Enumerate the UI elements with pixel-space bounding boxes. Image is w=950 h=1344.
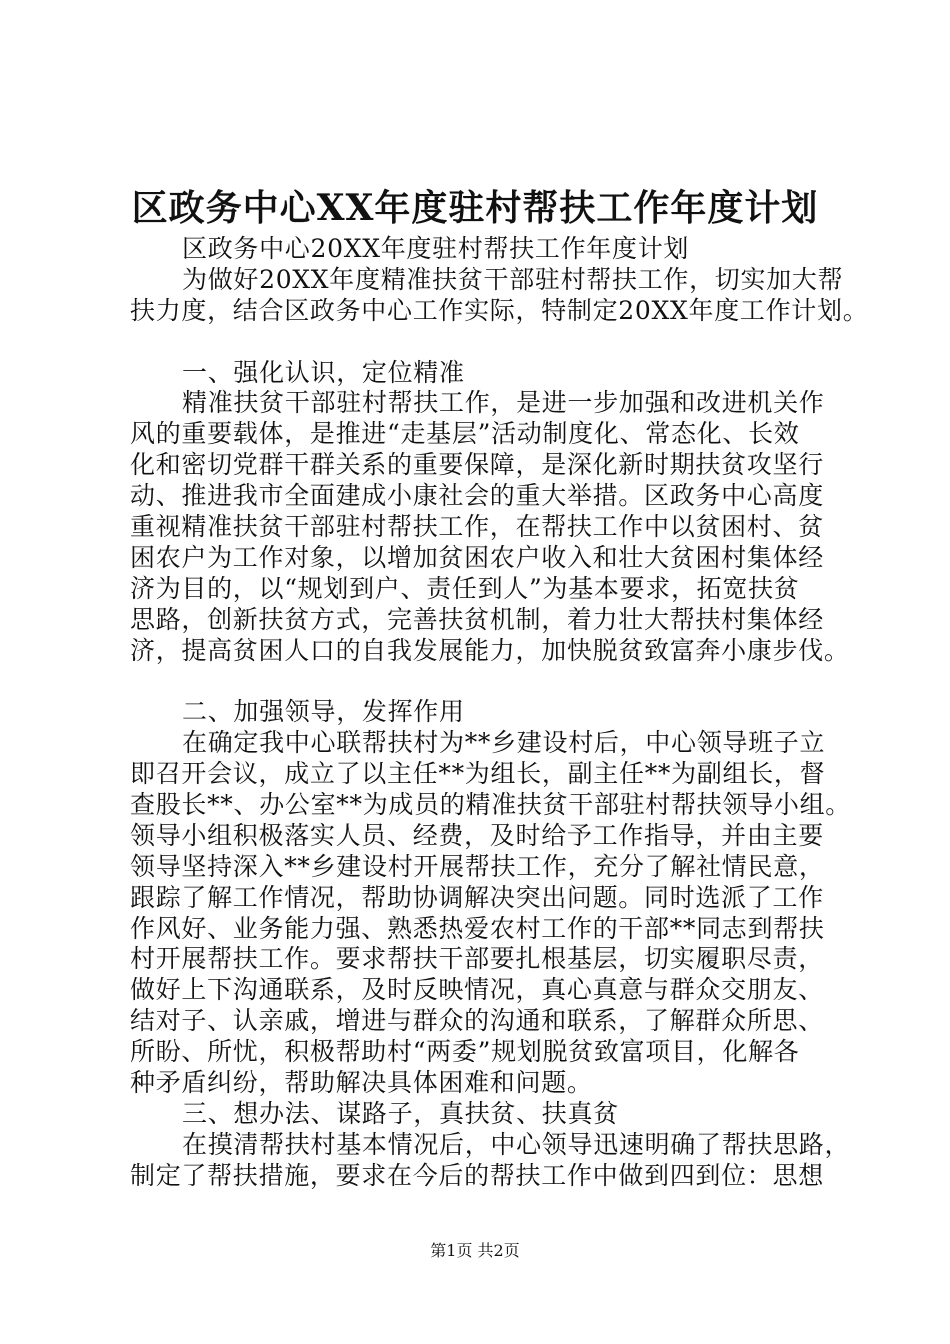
paragraph-line: 思路，创新扶贫方式，完善扶贫机制，着力壮大帮扶村集体经 xyxy=(130,604,824,634)
paragraph-line: 困农户为工作对象，以增加贫困农户收入和壮大贫困村集体经 xyxy=(130,542,824,572)
paragraph-line: 济，提高贫困人口的自我发展能力，加快脱贫致富奔小康步伐。 xyxy=(130,635,850,665)
paragraph-line: 化和密切党群干群关系的重要保障，是深化新时期扶贫攻坚行 xyxy=(130,450,824,480)
paragraph-gap xyxy=(130,666,850,697)
paragraph-line: 动、推进我市全面建成小康社会的重大举措。区政务中心高度 xyxy=(130,481,824,511)
paragraph-line: 跟踪了解工作情况，帮助协调解决突出问题。同时选派了工作 xyxy=(130,882,824,912)
paragraph-gap xyxy=(130,327,850,358)
intro-line: 为做好20XX年度精准扶贫干部驻村帮扶工作，切实加大帮 xyxy=(182,264,844,294)
paragraph-line: 作风好、业务能力强、熟悉热爱农村工作的干部**同志到帮扶 xyxy=(130,913,825,943)
paragraph-line: 制定了帮扶措施，要求在今后的帮扶工作中做到四到位：思想 xyxy=(130,1160,824,1190)
paragraph-line: 即召开会议，成立了以主任**为组长，副主任**为副组长，督 xyxy=(130,759,826,789)
intro-line: 扶力度，结合区政务中心工作实际，特制定20XX年度工作计划。 xyxy=(130,295,869,325)
paragraph-line: 在确定我中心联帮扶村为**乡建设村后，中心领导班子立 xyxy=(182,728,826,758)
subtitle: 区政务中心20XX年度驻村帮扶工作年度计划 xyxy=(182,234,690,263)
paragraph-line: 济为目的，以“规划到户、责任到人”为基本要求，拓宽扶贫 xyxy=(130,573,800,603)
paragraph-line: 精准扶贫干部驻村帮扶工作，是进一步加强和改进机关作 xyxy=(182,388,825,418)
paragraph-line: 查股长**、办公室**为成员的精准扶贫干部驻村帮扶领导小组。 xyxy=(130,790,852,820)
document-body xyxy=(130,234,869,1192)
paragraph-line: 结对子、认亲戚，增进与群众的沟通和联系，了解群众所思、 xyxy=(130,1006,824,1036)
paragraph-line: 在摸清帮扶村基本情况后，中心领导迅速明确了帮扶思路， xyxy=(182,1129,851,1159)
document-title: 区政务中心XX年度驻村帮扶工作年度计划 xyxy=(131,187,819,229)
section-heading: 三、想办法、谋路子，真扶贫、扶真贫 xyxy=(182,1098,619,1128)
paragraph-line: 村开展帮扶工作。要求帮扶干部要扎根基层，切实履职尽责， xyxy=(130,944,824,974)
page-number: 第1页 共2页 xyxy=(430,1241,520,1260)
paragraph-line: 所盼、所忧，积极帮助村“两委”规划脱贫致富项目，化解各 xyxy=(130,1037,800,1067)
paragraph-line: 重视精准扶贫干部驻村帮扶工作，在帮扶工作中以贫困村、贫 xyxy=(130,512,824,542)
section-heading: 二、加强领导，发挥作用 xyxy=(182,697,465,727)
section-heading: 一、强化认识，定位精准 xyxy=(182,357,465,387)
paragraph-line: 风的重要载体，是推进“走基层”活动制度化、常态化、长效 xyxy=(130,419,800,449)
paragraph-line: 领导坚持深入**乡建设村开展帮扶工作，充分了解社情民意， xyxy=(130,851,825,881)
paragraph-line: 种矛盾纠纷，帮助解决具体困难和问题。 xyxy=(130,1068,593,1098)
paragraph-line: 做好上下沟通联系，及时反映情况，真心真意与群众交朋友、 xyxy=(130,975,824,1005)
paragraph-line: 领导小组积极落实人员、经费，及时给予工作指导，并由主要 xyxy=(130,820,824,850)
